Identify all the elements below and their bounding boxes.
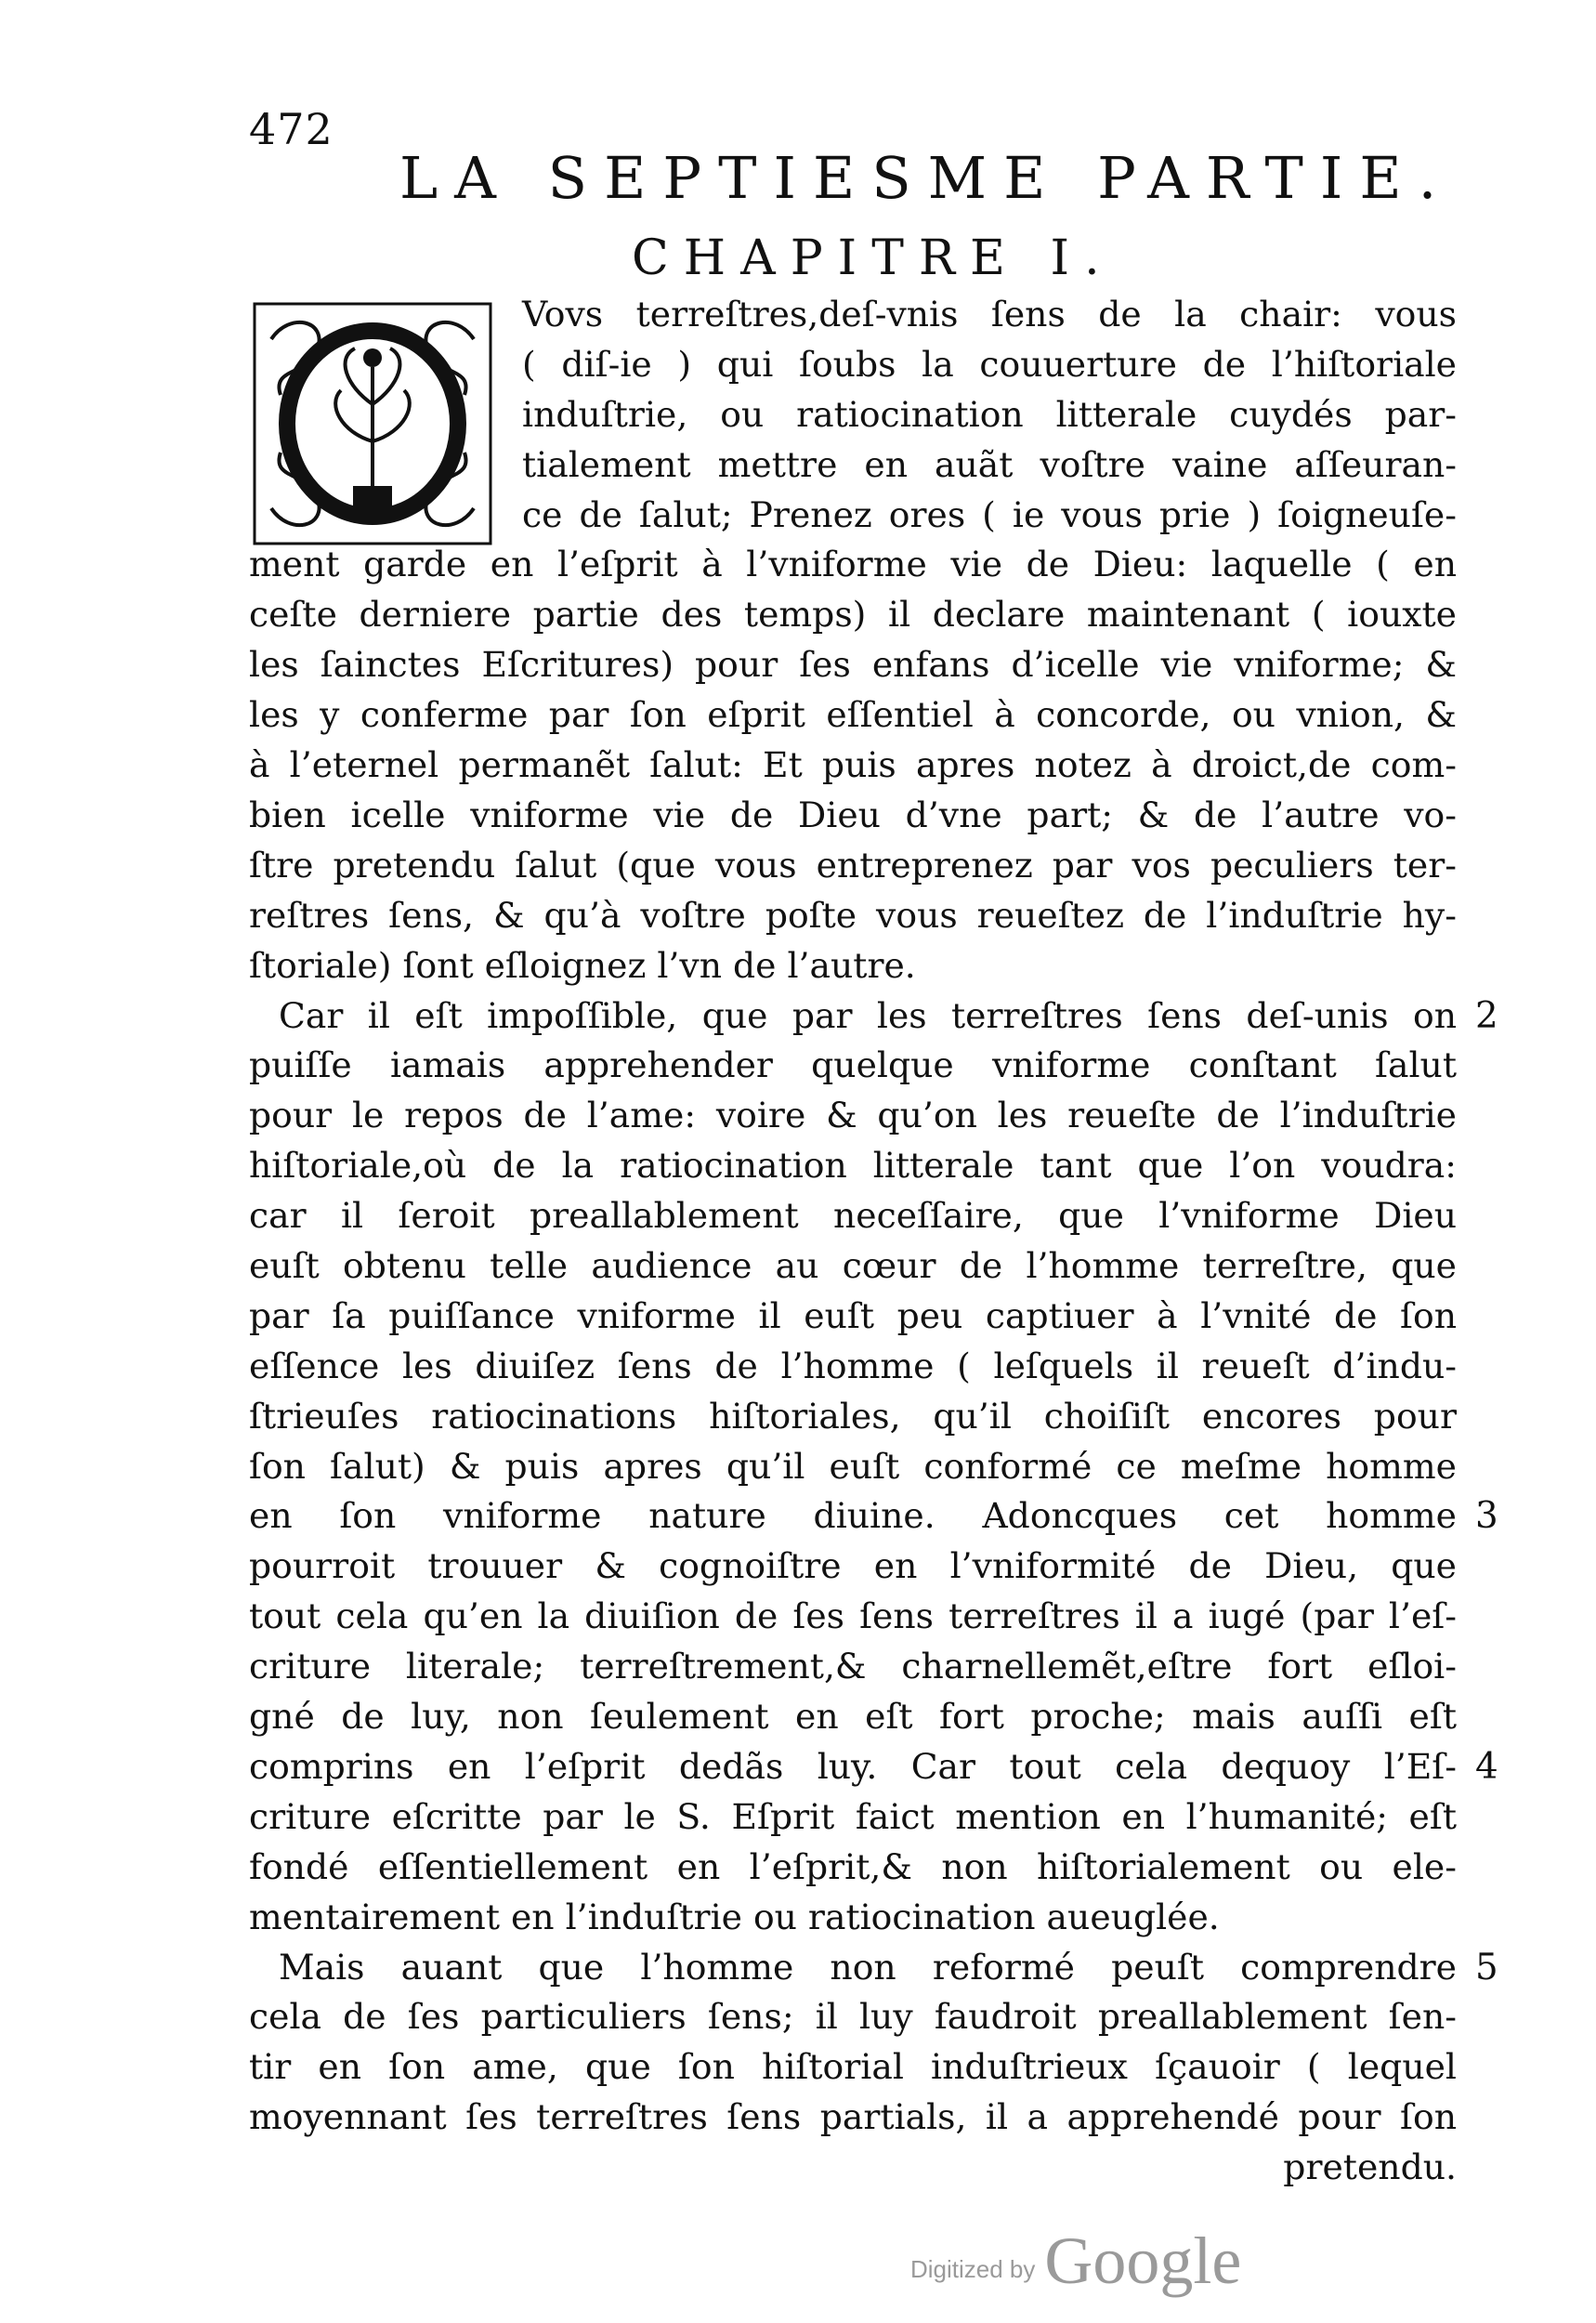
text-line: hiſtoriale,où de la ratiocination litterale tant que l’on voudra: xyxy=(249,1145,1457,1187)
text-line: tir en ſon ame, que ſon hiſtorial induſtrieux ſçauoir ( lequel xyxy=(249,2046,1457,2088)
text-line: ( diſ-ie ) qui ſoubs la couuerture de l’hiſtoriale xyxy=(522,343,1457,385)
text-line: à l’eternel permanẽt ſalut: Et puis apres notez à droict,de com- xyxy=(249,744,1457,786)
text-line: ment garde en l’eſprit à l’vniforme vie de Dieu: laquelle ( en xyxy=(249,544,1457,585)
text-line: les ſainctes Eſcritures) pour ſes enfans d’icelle vie vniforme; & xyxy=(249,644,1457,686)
text-line: en ſon vniforme nature diuine. Adoncques cet homme xyxy=(249,1495,1457,1537)
catchword: pretendu. xyxy=(1283,2146,1457,2188)
text-line: bien icelle vniforme vie de Dieu d’vne part; & de l’autre vo- xyxy=(249,794,1457,835)
text-line: criture eſcritte par le S. Eſprit faict mention en l’humanité; eſt xyxy=(249,1795,1457,1837)
text-line: car il ſeroit preallablement neceſſaire, que l’vniforme Dieu xyxy=(249,1195,1457,1237)
text-line: cela de ſes particuliers ſens; il luy faudroit preallablement ſen- xyxy=(249,1996,1457,2038)
text-line: pour le repos de l’ame: voire & qu’on les reueſte de l’induſtrie xyxy=(249,1095,1457,1136)
text-line: euſt obtenu telle audience au cœur de l’homme terreſtre, que xyxy=(249,1245,1457,1286)
text-line: gné de luy, non ſeulement en eſt fort proche; mais auſſi eſt xyxy=(249,1696,1457,1738)
ornamental-initial-icon xyxy=(253,302,492,545)
text-line: pourroit trouuer & cognoiſtre en l’vniformité de Dieu, que xyxy=(249,1545,1457,1587)
text-line: Car il eſt impoſſible, que par les terreſtres ſens deſ-unis on xyxy=(279,994,1457,1036)
digitized-by-label: Digitized by xyxy=(910,2255,1036,2283)
text-line: ce de ſalut; Prenez ores ( ie vous prie ) ſoigneuſe- xyxy=(522,493,1457,535)
text-line: reſtres ſens, & qu’à voſtre poſte vous reueſtez de l’induſtrie hy- xyxy=(249,894,1457,936)
text-line: induſtrie, ou ratiocination litterale cuydés par- xyxy=(522,393,1457,435)
text-line: mentairement en l’induſtrie ou ratiocination aueuglée. xyxy=(249,1896,1220,1937)
google-logo: Google xyxy=(1044,2224,1242,2298)
page-number: 472 xyxy=(249,104,334,154)
text-line: puiſſe iamais apprehender quelque vniforme conſtant ſalut xyxy=(249,1044,1457,1086)
text-line: eſſence les diuiſez ſens de l’homme ( leſquels il reueſt d’indu- xyxy=(249,1345,1457,1386)
text-line: tout cela qu’en la diuiſion de ſes ſens terreſtres il a iugé (par l’eſ- xyxy=(249,1595,1457,1637)
text-line: ſtrieuſes ratiocinations hiſtoriales, qu’il choiſiſt encores pour xyxy=(249,1395,1457,1437)
margin-number: 4 xyxy=(1475,1745,1498,1788)
text-line: tialement mettre en auãt voſtre vaine aſſeuran- xyxy=(522,443,1457,485)
text-line: ſon ſalut) & puis apres qu’il euſt conformé ce meſme homme xyxy=(249,1445,1457,1487)
text-line: ceſte derniere partie des temps) il declare maintenant ( iouxte xyxy=(249,594,1457,636)
text-line: ſtre pretendu ſalut (que vous entreprenez par vos peculiers ter- xyxy=(249,844,1457,886)
text-line: Vovs terreſtres,deſ-vnis ſens de la chair: vous xyxy=(522,294,1457,335)
text-line: les y conferme par ſon eſprit eſſentiel à concorde, ou vnion, & xyxy=(249,694,1457,736)
text-line: criture literale; terreſtrement,& charnellemẽt,eſtre fort eſloi- xyxy=(249,1646,1457,1687)
running-head: LA SEPTIESME PARTIE. xyxy=(399,144,1454,212)
digitized-by-google-watermark xyxy=(910,2223,1241,2300)
dropcap-ornament xyxy=(253,302,492,545)
margin-number: 5 xyxy=(1475,1946,1498,1988)
text-line: comprins en l’eſprit dedãs luy. Car tout cela dequoy l’Eſ- xyxy=(249,1745,1457,1787)
text-line: fondé eſſentiellement en l’eſprit,& non hiſtorialement ou ele- xyxy=(249,1845,1457,1887)
text-line: moyennant ſes terreſtres ſens partials, il a apprehendé pour ſon xyxy=(249,2096,1457,2138)
margin-number: 3 xyxy=(1475,1495,1498,1538)
margin-number: 2 xyxy=(1475,994,1498,1037)
text-line: par ſa puiſſance vniforme il euſt peu captiuer à l’vnité de ſon xyxy=(249,1294,1457,1336)
text-line: Mais auant que l’homme non reformé peuſt comprendre xyxy=(279,1946,1457,1988)
chapter-title: CHAPITRE I. xyxy=(632,230,1115,286)
text-line: ſtoriale) ſont eſloignez l’vn de l’autre. xyxy=(249,944,916,986)
